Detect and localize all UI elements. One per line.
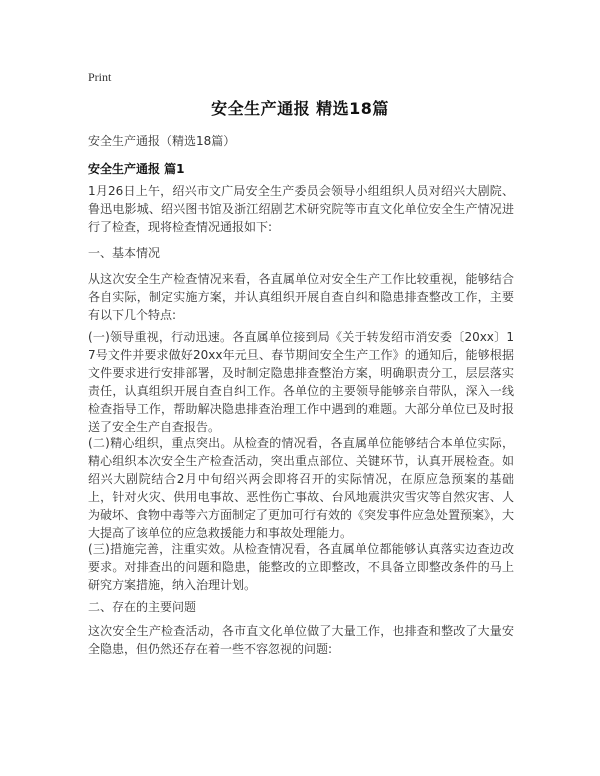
paragraph-point-3: (三)措施完善，注重实效。从检查情况看，各直属单位都能够认真落实边查边改要求。对排查出的问题和隐患，能整改的立即整改，不具备立即整改条件的马上研究方案措施，纳入治理计划。 [88, 542, 514, 592]
heading-basic-situation: 一、基本情况 [88, 246, 161, 260]
section-heading: 安全生产通报 篇1 [88, 162, 185, 176]
print-link[interactable]: Print [88, 70, 112, 84]
paragraph-point-2: (二)精心组织，重点突出。从检查的情况看，各直属单位能够结合本单位实际，精心组织本次安全生产检查活动，突出重点部位、关键环节，认真开展检查。如绍兴大剧院结合2月中旬绍兴两会即将召开的实际情况，在原应急预案的基础上，针对火灾、供用电事故、恶性伤亡事故、台风地震洪灾雪灾等自然灾害、人为破坏、食物中毒等六方面制定了更加可行有效的《突发事件应急处置预案》，大大提高了该单位的应急救援能力和事故处理能力。 [88, 436, 515, 540]
heading-main-problems: 二、存在的主要问题 [88, 600, 197, 614]
page-title: 安全生产通报 精选18篇 [211, 99, 389, 118]
paragraph-overview: 从这次安全生产检查情况来看，各直属单位对安全生产工作比较重视，能够结合各自实际，制定实施方案，并认真组织开展自查自纠和隐患排查整改工作，主要有以下几个特点: [88, 272, 514, 322]
paragraph-problems: 这次安全生产检查活动，各市直文化单位做了大量工作，也排查和整改了大量安全隐患，但仍然还存在着一些不容忽视的问题: [88, 624, 514, 656]
intro-paragraph: 1月26日上午，绍兴市文广局安全生产委员会领导小组组织人员对绍兴大剧院、鲁迅电影城、绍兴图书馆及浙江绍剧艺术研究院等市直文化单位安全生产情况进行了检查，现将检查情况通报如下: [88, 184, 514, 234]
paragraph-point-1: (一)领导重视，行动迅速。各直属单位接到局《关于转发绍市消安委〔20xx〕17号文件并要求做好20xx年元旦、春节期间安全生产工作》的通知后，能够根据文件要求进行安排部署，及时制定隐患排查整治方案，明确职责分工，层层落实责任，认真组织开展自查自纠工作。各单位的主要领导能够亲自带队，深入一线检查指导工作，帮助解决隐患排查治理工作中遇到的难题。大部分单位已及时报送了安全生产自查报告。 [88, 330, 514, 434]
document-subtitle: 安全生产通报（精选18篇） [88, 134, 236, 148]
